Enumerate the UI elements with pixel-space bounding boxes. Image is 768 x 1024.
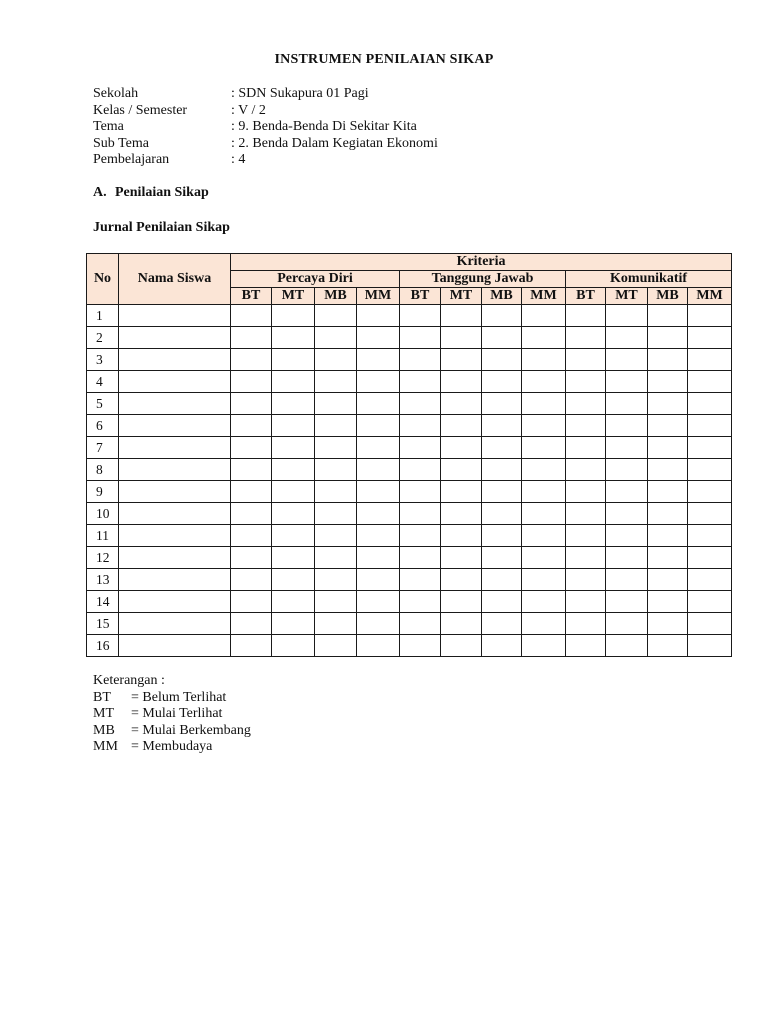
- student-name-cell: [119, 503, 231, 525]
- score-cell: [357, 349, 400, 371]
- score-cell: [441, 393, 482, 415]
- score-cell: [272, 569, 315, 591]
- score-cell: [315, 349, 357, 371]
- legend-item: [93, 690, 251, 707]
- header-student-name: Nama Siswa: [119, 254, 231, 305]
- info-row-subtheme: [93, 136, 438, 153]
- score-cell: [606, 635, 648, 657]
- score-cell: [606, 349, 648, 371]
- score-cell: [272, 415, 315, 437]
- score-cell: [482, 569, 522, 591]
- header-sub: BT: [400, 288, 441, 305]
- student-name-cell: [119, 613, 231, 635]
- score-cell: [606, 613, 648, 635]
- score-cell: [688, 305, 732, 327]
- score-cell: [441, 437, 482, 459]
- score-cell: [688, 481, 732, 503]
- legend-desc: = Belum Terlihat: [131, 689, 227, 705]
- score-cell: [315, 503, 357, 525]
- score-cell: [606, 305, 648, 327]
- row-number: 4: [87, 371, 119, 393]
- row-number: 14: [87, 591, 119, 613]
- score-cell: [357, 503, 400, 525]
- score-cell: [522, 635, 566, 657]
- score-cell: [606, 525, 648, 547]
- score-cell: [688, 591, 732, 613]
- section-heading: [93, 185, 209, 201]
- score-cell: [566, 459, 606, 481]
- score-cell: [566, 415, 606, 437]
- score-cell: [482, 459, 522, 481]
- journal-title: Jurnal Penilaian Sikap: [93, 220, 230, 235]
- score-cell: [688, 349, 732, 371]
- legend-desc: = Membudaya: [131, 739, 213, 754]
- legend-desc: = Mulai Berkembang: [131, 722, 251, 738]
- score-cell: [315, 327, 357, 349]
- score-cell: [315, 305, 357, 327]
- score-cell: [357, 371, 400, 393]
- score-cell: [231, 481, 272, 503]
- score-cell: [272, 503, 315, 525]
- score-cell: [606, 481, 648, 503]
- score-cell: [231, 591, 272, 613]
- row-number: 16: [87, 635, 119, 657]
- score-cell: [648, 635, 688, 657]
- header-sub: MT: [606, 288, 648, 305]
- info-value: : 9. Benda-Benda Di Sekitar Kita: [231, 119, 417, 134]
- score-cell: [357, 415, 400, 437]
- legend-code: MM: [93, 739, 118, 754]
- score-cell: [688, 393, 732, 415]
- score-cell: [566, 305, 606, 327]
- header-criteria: Kriteria: [231, 254, 732, 271]
- score-cell: [566, 547, 606, 569]
- score-cell: [648, 591, 688, 613]
- score-cell: [482, 327, 522, 349]
- score-cell: [315, 371, 357, 393]
- score-cell: [606, 459, 648, 481]
- row-number: 6: [87, 415, 119, 437]
- assessment-table: [86, 253, 732, 657]
- student-name-cell: [119, 569, 231, 591]
- student-name-cell: [119, 371, 231, 393]
- score-cell: [272, 459, 315, 481]
- score-cell: [231, 327, 272, 349]
- score-cell: [441, 415, 482, 437]
- header-sub: MB: [315, 288, 357, 305]
- legend: [93, 673, 251, 756]
- score-cell: [482, 305, 522, 327]
- score-cell: [522, 547, 566, 569]
- score-cell: [441, 459, 482, 481]
- section-letter: A.: [93, 185, 107, 200]
- header-sub: BT: [566, 288, 606, 305]
- table-row: [87, 415, 732, 437]
- score-cell: [400, 349, 441, 371]
- table-body: [87, 305, 732, 657]
- score-cell: [441, 327, 482, 349]
- table-row: [87, 437, 732, 459]
- score-cell: [566, 393, 606, 415]
- row-number: 8: [87, 459, 119, 481]
- row-number: 1: [87, 305, 119, 327]
- score-cell: [441, 613, 482, 635]
- score-cell: [315, 547, 357, 569]
- score-cell: [400, 459, 441, 481]
- document-title: INSTRUMEN PENILAIAN SIKAP: [274, 52, 494, 67]
- score-cell: [315, 613, 357, 635]
- score-cell: [400, 547, 441, 569]
- legend-code: BT: [93, 689, 111, 705]
- score-cell: [231, 415, 272, 437]
- score-cell: [400, 503, 441, 525]
- header-sub: BT: [231, 288, 272, 305]
- score-cell: [688, 371, 732, 393]
- score-cell: [482, 481, 522, 503]
- score-cell: [648, 569, 688, 591]
- score-cell: [400, 371, 441, 393]
- info-label: Pembelajaran: [93, 152, 170, 167]
- score-cell: [688, 547, 732, 569]
- row-number: 2: [87, 327, 119, 349]
- score-cell: [272, 437, 315, 459]
- score-cell: [400, 305, 441, 327]
- student-name-cell: [119, 459, 231, 481]
- score-cell: [606, 569, 648, 591]
- score-cell: [522, 459, 566, 481]
- legend-item: [93, 706, 251, 723]
- score-cell: [606, 371, 648, 393]
- score-cell: [688, 503, 732, 525]
- score-cell: [522, 371, 566, 393]
- row-number: 5: [87, 393, 119, 415]
- score-cell: [400, 525, 441, 547]
- score-cell: [315, 415, 357, 437]
- score-cell: [566, 437, 606, 459]
- score-cell: [482, 591, 522, 613]
- score-cell: [482, 635, 522, 657]
- score-cell: [357, 591, 400, 613]
- score-cell: [272, 591, 315, 613]
- info-value: : 2. Benda Dalam Kegiatan Ekonomi: [231, 135, 438, 151]
- score-cell: [231, 437, 272, 459]
- info-label: Sekolah: [93, 86, 139, 101]
- student-name-cell: [119, 591, 231, 613]
- score-cell: [522, 437, 566, 459]
- score-cell: [272, 525, 315, 547]
- student-name-cell: [119, 305, 231, 327]
- info-row-lesson: [93, 152, 438, 169]
- table-row: [87, 459, 732, 481]
- score-cell: [688, 613, 732, 635]
- score-cell: [688, 327, 732, 349]
- score-cell: [648, 613, 688, 635]
- score-cell: [441, 503, 482, 525]
- score-cell: [606, 503, 648, 525]
- score-cell: [441, 591, 482, 613]
- table-row: [87, 613, 732, 635]
- score-cell: [606, 437, 648, 459]
- score-cell: [231, 459, 272, 481]
- table-row: [87, 481, 732, 503]
- score-cell: [606, 547, 648, 569]
- info-row-school: [93, 86, 438, 103]
- score-cell: [231, 349, 272, 371]
- score-cell: [441, 569, 482, 591]
- info-row-theme: [93, 119, 438, 136]
- score-cell: [441, 305, 482, 327]
- score-cell: [441, 371, 482, 393]
- header-no: No: [87, 254, 119, 305]
- student-name-cell: [119, 547, 231, 569]
- score-cell: [648, 547, 688, 569]
- score-cell: [648, 459, 688, 481]
- score-cell: [441, 349, 482, 371]
- score-cell: [566, 635, 606, 657]
- student-name-cell: [119, 481, 231, 503]
- score-cell: [441, 635, 482, 657]
- score-cell: [606, 327, 648, 349]
- score-cell: [315, 635, 357, 657]
- score-cell: [400, 415, 441, 437]
- score-cell: [566, 591, 606, 613]
- score-cell: [648, 481, 688, 503]
- student-name-cell: [119, 635, 231, 657]
- table-row: [87, 547, 732, 569]
- score-cell: [400, 393, 441, 415]
- score-cell: [482, 371, 522, 393]
- score-cell: [231, 547, 272, 569]
- student-name-cell: [119, 393, 231, 415]
- score-cell: [522, 613, 566, 635]
- info-row-class: [93, 103, 438, 120]
- score-cell: [566, 503, 606, 525]
- student-name-cell: [119, 525, 231, 547]
- table-row: [87, 569, 732, 591]
- score-cell: [482, 547, 522, 569]
- table-row: [87, 591, 732, 613]
- student-name-cell: [119, 327, 231, 349]
- score-cell: [357, 327, 400, 349]
- score-cell: [400, 327, 441, 349]
- header-sub: MT: [272, 288, 315, 305]
- score-cell: [357, 613, 400, 635]
- score-cell: [482, 349, 522, 371]
- table-row: [87, 393, 732, 415]
- header-group-confidence: Percaya Diri: [231, 271, 400, 288]
- score-cell: [648, 349, 688, 371]
- score-cell: [566, 481, 606, 503]
- score-cell: [315, 459, 357, 481]
- score-cell: [688, 569, 732, 591]
- score-cell: [606, 591, 648, 613]
- score-cell: [648, 525, 688, 547]
- table-row: [87, 371, 732, 393]
- legend-code: MT: [93, 706, 114, 721]
- score-cell: [400, 613, 441, 635]
- table-row: [87, 635, 732, 657]
- row-number: 13: [87, 569, 119, 591]
- table-row: [87, 305, 732, 327]
- score-cell: [357, 393, 400, 415]
- row-number: 9: [87, 481, 119, 503]
- score-cell: [648, 415, 688, 437]
- header-sub: MB: [648, 288, 688, 305]
- score-cell: [482, 503, 522, 525]
- score-cell: [231, 393, 272, 415]
- score-cell: [522, 393, 566, 415]
- score-cell: [231, 503, 272, 525]
- score-cell: [566, 525, 606, 547]
- table-row: [87, 525, 732, 547]
- score-cell: [566, 569, 606, 591]
- score-cell: [441, 525, 482, 547]
- score-cell: [315, 481, 357, 503]
- score-cell: [357, 481, 400, 503]
- legend-item: [93, 723, 251, 740]
- score-cell: [688, 437, 732, 459]
- score-cell: [648, 371, 688, 393]
- score-cell: [357, 547, 400, 569]
- header-sub: MM: [357, 288, 400, 305]
- row-number: 3: [87, 349, 119, 371]
- score-cell: [482, 613, 522, 635]
- score-cell: [272, 547, 315, 569]
- score-cell: [272, 635, 315, 657]
- score-cell: [357, 569, 400, 591]
- row-number: 15: [87, 613, 119, 635]
- info-label: Sub Tema: [93, 135, 149, 151]
- header-sub: MM: [522, 288, 566, 305]
- score-cell: [400, 635, 441, 657]
- score-cell: [231, 371, 272, 393]
- score-cell: [688, 415, 732, 437]
- student-name-cell: [119, 349, 231, 371]
- section-title: Penilaian Sikap: [115, 185, 209, 200]
- score-cell: [606, 393, 648, 415]
- score-cell: [482, 415, 522, 437]
- score-cell: [315, 591, 357, 613]
- header-group-communicative: Komunikatif: [566, 271, 732, 288]
- score-cell: [688, 635, 732, 657]
- score-cell: [357, 459, 400, 481]
- score-cell: [482, 437, 522, 459]
- score-cell: [231, 525, 272, 547]
- score-cell: [648, 327, 688, 349]
- student-name-cell: [119, 437, 231, 459]
- header-sub: MT: [441, 288, 482, 305]
- score-cell: [272, 393, 315, 415]
- score-cell: [482, 393, 522, 415]
- score-cell: [522, 327, 566, 349]
- score-cell: [357, 525, 400, 547]
- header-group-responsibility: Tanggung Jawab: [400, 271, 566, 288]
- score-cell: [272, 305, 315, 327]
- score-cell: [272, 327, 315, 349]
- score-cell: [688, 459, 732, 481]
- score-cell: [522, 481, 566, 503]
- info-label: Tema: [93, 119, 124, 134]
- score-cell: [522, 503, 566, 525]
- score-cell: [566, 327, 606, 349]
- score-cell: [522, 525, 566, 547]
- row-number: 10: [87, 503, 119, 525]
- score-cell: [272, 613, 315, 635]
- score-cell: [231, 305, 272, 327]
- score-cell: [400, 591, 441, 613]
- score-cell: [357, 305, 400, 327]
- info-value: : SDN Sukapura 01 Pagi: [231, 86, 369, 101]
- score-cell: [272, 349, 315, 371]
- score-cell: [648, 305, 688, 327]
- score-cell: [231, 569, 272, 591]
- score-cell: [315, 569, 357, 591]
- student-name-cell: [119, 415, 231, 437]
- score-cell: [272, 371, 315, 393]
- score-cell: [315, 437, 357, 459]
- info-value: : V / 2: [231, 102, 266, 118]
- header-sub: MM: [688, 288, 732, 305]
- score-cell: [315, 525, 357, 547]
- score-cell: [482, 525, 522, 547]
- header-sub: MB: [482, 288, 522, 305]
- score-cell: [272, 481, 315, 503]
- legend-desc: = Mulai Terlihat: [131, 706, 223, 721]
- score-cell: [357, 635, 400, 657]
- score-cell: [566, 613, 606, 635]
- score-cell: [522, 415, 566, 437]
- legend-code: MB: [93, 722, 115, 738]
- score-cell: [648, 437, 688, 459]
- score-cell: [648, 393, 688, 415]
- score-cell: [566, 349, 606, 371]
- score-cell: [400, 437, 441, 459]
- score-cell: [441, 481, 482, 503]
- score-cell: [688, 525, 732, 547]
- info-block: [93, 86, 438, 169]
- score-cell: [315, 393, 357, 415]
- score-cell: [400, 481, 441, 503]
- score-cell: [231, 635, 272, 657]
- info-value: : 4: [231, 152, 246, 167]
- score-cell: [357, 437, 400, 459]
- row-number: 11: [87, 525, 119, 547]
- score-cell: [441, 547, 482, 569]
- table-row: [87, 349, 732, 371]
- score-cell: [566, 371, 606, 393]
- score-cell: [522, 591, 566, 613]
- info-label: Kelas / Semester: [93, 102, 188, 118]
- row-number: 7: [87, 437, 119, 459]
- score-cell: [400, 569, 441, 591]
- score-cell: [522, 305, 566, 327]
- score-cell: [231, 613, 272, 635]
- legend-item: [93, 739, 251, 756]
- table-row: [87, 503, 732, 525]
- table-row: [87, 327, 732, 349]
- legend-title: Keterangan :: [93, 673, 165, 688]
- score-cell: [522, 349, 566, 371]
- row-number: 12: [87, 547, 119, 569]
- score-cell: [606, 415, 648, 437]
- score-cell: [522, 569, 566, 591]
- score-cell: [648, 503, 688, 525]
